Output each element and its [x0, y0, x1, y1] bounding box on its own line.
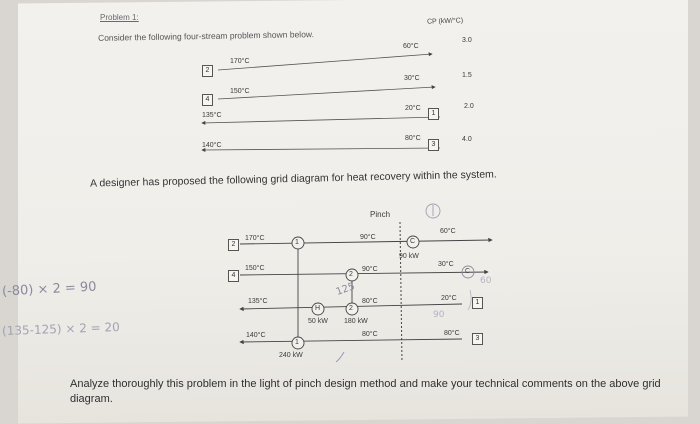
stream-id-4: 4	[202, 94, 213, 106]
grid-stream-1-pinch: 80°C	[362, 298, 378, 305]
stream-1-cp: 2.0	[464, 103, 474, 110]
grid-stream-1-end: 20°C	[441, 295, 457, 302]
stream-line-1	[202, 117, 440, 123]
stream-1-target: 20°C	[405, 105, 421, 112]
stream-id-1: 1	[428, 108, 439, 120]
grid-stream-2-start: 170°C	[245, 235, 265, 242]
grid-stream-4-start: 150°C	[245, 265, 265, 272]
grid-ex-2-label-top: 2	[349, 271, 353, 278]
stream-2-cp: 3.0	[462, 37, 472, 44]
stream-4-cp: 1.5	[462, 72, 472, 79]
stream-3-target: 80°C	[405, 135, 421, 142]
handwritten-note-4: 60	[480, 276, 492, 286]
problem-statement: Consider the following four-stream problem shown below.	[97, 29, 314, 43]
grid-stream-2-end: 60°C	[440, 228, 456, 235]
stream-id-2: 2	[202, 65, 213, 77]
grid-stream-id-4: 4	[228, 270, 239, 282]
grid-ex-1-duty: 240 kW	[279, 352, 303, 359]
grid-heater-label: H	[315, 305, 321, 312]
grid-ex-2-duty: 180 kW	[344, 318, 368, 325]
grid-stream-2-pinch: 90°C	[360, 234, 376, 241]
stream-3-supply: 140°C	[202, 142, 222, 149]
analyze-instruction: Analyze thoroughly this problem in the light of pinch design method and make your technical comments on the above grid diagram.	[70, 378, 661, 405]
grid-stream-1-start: 135°C	[248, 298, 268, 305]
cp-header: CP (kW/°C)	[426, 17, 464, 26]
stream-line-4	[218, 87, 435, 99]
stream-1-supply: 135°C	[202, 112, 222, 119]
grid-cooler-duty: 90 kW	[399, 253, 419, 260]
handwritten-note-1: (-80) × 2 = 90	[1, 279, 97, 300]
stream-line-2	[218, 54, 432, 70]
grid-stream-id-2: 2	[228, 239, 239, 251]
stream-4-target: 30°C	[404, 75, 420, 82]
grid-heater-duty: 50 kW	[308, 318, 328, 325]
grid-stream-id-3: 3	[472, 333, 483, 345]
designer-text: A designer has proposed the following grid diagram for heat recovery within the system.	[89, 168, 497, 190]
grid-stream-3-start: 140°C	[246, 332, 266, 339]
grid-stream-4-pinch: 90°C	[362, 266, 378, 273]
grid-ex-1-label-bottom: 1	[295, 339, 299, 346]
handwritten-note-2: (135-125) × 2 = 20	[1, 319, 120, 339]
handwritten-note-5: 90	[433, 310, 445, 320]
handwritten-note-3: 125	[334, 281, 357, 298]
problem-label: Problem 1:	[100, 13, 139, 22]
stream-line-3	[202, 148, 440, 150]
grid-stream-4-end: 30°C	[438, 261, 454, 268]
grid-line-3	[240, 339, 462, 342]
grid-stream-id-1: 1	[472, 297, 483, 309]
grid-cooler-2-label: C	[465, 268, 471, 275]
grid-cooler-label: C	[410, 238, 416, 245]
stream-3-cp: 4.0	[462, 136, 472, 143]
pinch-label: Pinch	[370, 210, 391, 219]
stream-id-3: 3	[428, 139, 439, 151]
pinch-line	[400, 222, 402, 362]
grid-ex-2-label-bottom: 2	[349, 305, 353, 312]
grid-stream-3-end: 80°C	[444, 330, 460, 337]
grid-ex-1-label-top: 1	[295, 239, 299, 246]
stream-2-supply: 170°C	[230, 58, 250, 65]
grid-stream-3-pinch: 80°C	[362, 331, 378, 338]
stream-2-target: 60°C	[403, 43, 419, 50]
stream-4-supply: 150°C	[230, 88, 250, 95]
